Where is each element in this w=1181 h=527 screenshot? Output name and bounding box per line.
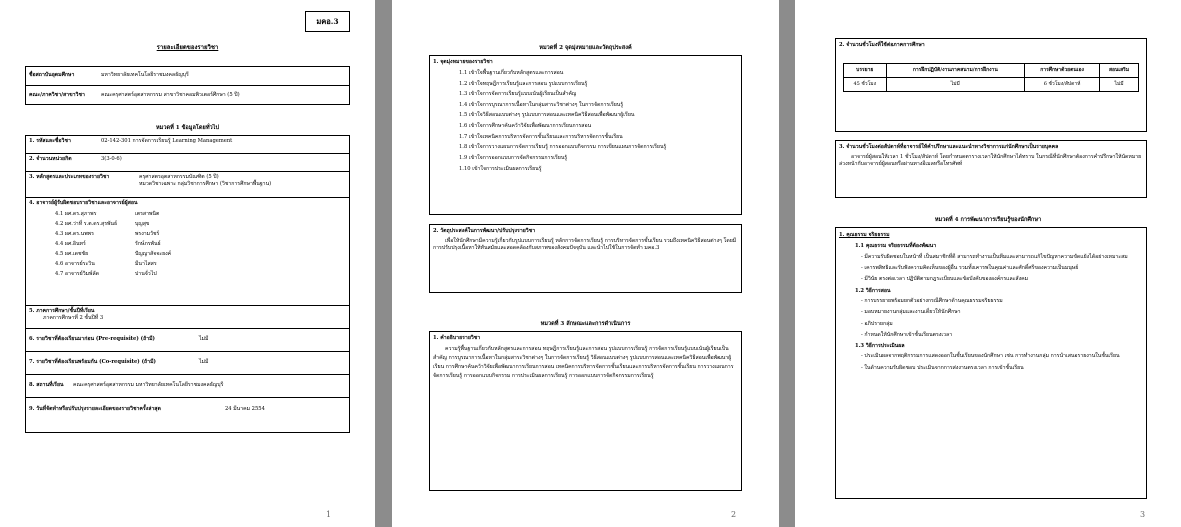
objective-heading: 2. วัตถุประสงค์ในการพัฒนา/ปรับปรุงรายวิชา	[433, 228, 536, 234]
hours-table-value-cell: ไม่มี	[1100, 77, 1139, 91]
instructor-row	[29, 271, 346, 278]
consult-box	[835, 140, 1147, 198]
teaching-item: - การบรรยายพร้อมยกตัวอย่างกรณีศึกษาด้านคุณธรรมจริยธรรม	[861, 297, 1003, 304]
document-page-2	[392, 0, 779, 527]
instructor-row	[29, 221, 346, 228]
instructor-list	[29, 211, 346, 278]
hours-table-header-cell: สอนเสริม	[1100, 64, 1139, 78]
ethics-subheading-2: 1.2 วิธีการสอน	[855, 287, 891, 294]
ethics-item: - มีวินัย ตรงต่อเวลา ปฏิบัติตามกฎระเบียบและข้อบังคับขององค์กรและสังคม	[861, 276, 1028, 283]
instructor-row	[29, 251, 346, 258]
hours-table-value-cell: 6 ชั่วโมง/สัปดาห์	[1025, 77, 1100, 91]
ethics-item: - เคารพสิทธิและรับฟังความคิดเห็นของผู้อื่น รวมทั้งเคารพในคุณค่าและศักดิ์ศรีของความเป็นมนุษย์	[861, 264, 1079, 271]
instructor-surname: ปานจั่วไป	[135, 271, 157, 278]
consult-heading: 3. จำนวนชั่วโมงต่อสัปดาห์ที่อาจารย์ให้คำปรึกษาและแนะนำทางวิชาการแก่นักศึกษาเป็นรายบุคคล	[839, 144, 1059, 150]
instructor-name: 4.2 ผศ.ว่าที่ ร.ต.ดร.สุรพันธ์	[55, 221, 118, 228]
place-label: 8. สถานที่เรียน	[29, 382, 64, 389]
hours-table-header-cell: การศึกษาด้วยตนเอง	[1025, 64, 1100, 78]
instructor-surname: เตรสาพนิต	[135, 211, 160, 218]
hours-table-header-cell: บรรยาย	[844, 64, 887, 78]
instructor-surname: บุญสุข	[135, 221, 150, 228]
evaluation-items	[839, 352, 1143, 372]
hours-table	[843, 63, 1139, 92]
instructor-surname: ปัญญาสัจจะยงค์	[135, 251, 172, 258]
faculty-label: คณะ/ภาควิชา/สาขาวิชา	[29, 91, 85, 98]
document-title: รายละเอียดของรายวิชา	[156, 44, 219, 51]
semester-label: 5. ภาคการศึกษา/ชั้นปีที่เรียน	[29, 308, 95, 314]
teaching-item: - กำหนดให้นักศึกษาเข้าชั้นเรียนตรงเวลา	[861, 331, 953, 338]
page-number-2: 2	[731, 510, 737, 519]
instructor-surname: รักษ์ภรพันธ์	[135, 241, 161, 248]
instructor-name: 4.6 อาจารย์ระวิน	[55, 261, 95, 268]
curriculum-value-line-2: หมวดวิชาเฉพาะ กลุ่มวิชาการศึกษา (วิชาการศึกษาพื้นฐาน)	[139, 181, 272, 188]
section-4-title: หมวดที่ 4 การพัฒนาการเรียนรู้ของนักศึกษา	[934, 217, 1042, 223]
hours-table-header	[844, 64, 1139, 78]
description-text: ความรู้พื้นฐานเกี่ยวกับหลักสูตรและการสอน ทฤษฎีการเรียนรู้และการสอน รูปแบบการเรียนรู้ การจัดการเรียนรู้แบบเน้นผู้เรียนเป็นสำคัญ การบูรณาการเนื้อหาในกลุ่มสาระวิชาต่างๆ ในการจัดการเรียนรู้ วิธีสอนแบบต่างๆ รูปแบบการสอนและเทคนิควิธีสอนเพื่อพัฒนาผู้เรียน การศึกษาค้นคว้าวิจัยเพื่อพัฒนาการเรียนการสอน เทคนิคการบริหารจัดการชั้นเรียนและการบริหารจัดการชั้นเรียน การวางแผนการจัดการเรียนรู้ การออกแบบกิจกรรม การประเมินผลการเรียนรู้ การออกแบบการจัดกิจกรรมการเรียนรู้	[433, 346, 734, 379]
aims-heading: 1. จุดมุ่งหมายของรายวิชา	[433, 59, 493, 65]
instructor-name: 4.5 ผศ.เดชชัย	[55, 251, 89, 258]
aim-item: 1.3 เข้าใจการจัดการเรียนรู้แบบเน้นผู้เรียนเป็นสำคัญ	[459, 91, 577, 98]
document-page-3	[795, 0, 1181, 527]
aim-item: 1.1 เข้าใจพื้นฐานเกี่ยวกับหลักสูตรและการสอน	[459, 70, 564, 77]
section-3-title: หมวดที่ 3 ลักษณะและการดำเนินการ	[540, 321, 631, 327]
aim-item: 1.2 เข้าใจทฤษฎีการเรียนรู้และการสอน รูปแบบการเรียนรู้	[459, 80, 588, 87]
institution-value: มหาวิทยาลัยเทคโนโลยีราชมงคลธัญบุรี	[101, 72, 189, 79]
date-value: 24 มีนาคม 2554	[225, 406, 265, 413]
prereq-value: ไม่มี	[199, 336, 209, 343]
aim-item: 1.8 เข้าใจการวางแผนการจัดการเรียนรู้ การออกแบบกิจกรรม การเขียนแผนการจัดการเรียนรู้	[459, 144, 667, 151]
institution-box	[25, 66, 350, 105]
credits-label: 2. จำนวนหน่วยกิต	[29, 156, 72, 162]
instructor-surname: มีนาไสสร	[135, 261, 157, 268]
hours-table-header-cell: การฝึกปฏิบัติ/งานภาคสนาม/การฝึกงาน	[886, 64, 1025, 78]
course-code-value: 02-142-301 การจัดการเรียนรู้ Learning Management	[101, 138, 233, 144]
instructor-row	[29, 241, 346, 248]
instructor-row	[29, 261, 346, 268]
aims-box	[429, 55, 742, 215]
place-value: คณะครุศาสตร์อุตสาหกรรม มหาวิทยาลัยเทคโนโลยีราชมงคลธัญบุรี	[73, 382, 224, 389]
prereq-label: 6. รายวิชาที่ต้องเรียนมาก่อน (Pre-requisite) (ถ้ามี)	[29, 336, 156, 343]
aim-item: 1.6 เข้าใจการศึกษาค้นคว้าวิจัยเพื่อพัฒนาการเรียนการสอน	[459, 123, 592, 130]
page-number-3: 3	[1140, 510, 1146, 519]
instructor-row	[29, 231, 346, 238]
ethics-heading: 1. คุณธรรม จริยธรรม	[839, 232, 890, 238]
hours-box	[835, 38, 1147, 132]
teaching-item: - มอบหมายงานกลุ่มและงานเดี่ยวให้นักศึกษา	[861, 309, 961, 316]
evaluation-item: - ในด้านความรับผิดชอบ ประเมินจากการส่งงานตรงเวลา การเข้าชั้นเรียน	[861, 364, 1024, 371]
ethics-subheading-1: 1.1 คุณธรรม จริยธรรมที่ต้องพัฒนา	[855, 243, 937, 250]
aim-item: 1.9 เข้าใจการออกแบบการจัดกิจกรรมการเรียนรู้	[459, 154, 568, 161]
hours-heading: 2. จำนวนชั่วโมงที่ใช้ต่อภาคการศึกษา	[839, 42, 925, 48]
date-label: 9. วันที่จัดทำหรือปรับปรุงรายละเอียดของรายวิชาครั้งล่าสุด	[29, 406, 161, 413]
hours-table-value-cell: ไม่มี	[886, 77, 1025, 91]
instructor-surname: พรงามวัชร์	[135, 231, 160, 238]
instructor-name: 4.7 อาจารย์วิมพ์ลัด	[55, 271, 100, 278]
instructor-name: 4.1 ผศ.ดร.สุภาพร	[55, 211, 97, 218]
instructor-row	[29, 211, 346, 218]
page-number-1: 1	[326, 510, 332, 519]
document-page-1	[0, 0, 375, 527]
consult-text: อาจารย์ผู้สอนให้เวลา 1 ชั่วโมง/สัปดาห์ โดยกำหนดตารางเวลาให้นักศึกษาได้ทราบ ในกรณีที่นักศึกษาต้องการคำปรึกษาให้นัดหมายล่วงหน้ากับอาจารย์ผู้สอนหรือผ่านทางอีเมลหรือโทรศัพท์	[839, 154, 1142, 168]
section-1-title: หมวดที่ 1 ข้อมูลโดยทั่วไป	[155, 125, 220, 131]
aim-item: 1.7 เข้าใจเทคนิคการบริหารจัดการชั้นเรียนและการบริหารจัดการชั้นเรียน	[459, 133, 623, 140]
aim-item: 1.4 เข้าใจการบูรณาการเนื้อหาในกลุ่มสาระวิชาต่างๆ ในการจัดการเรียนรู้	[459, 101, 624, 108]
curriculum-label: 3. หลักสูตรและประเภทของรายวิชา	[29, 174, 110, 180]
hours-table-value-cell: 45 ชั่วโมง	[844, 77, 887, 91]
semester-value: ภาคการศึกษาที่ 2 ชั้นปีที่ 3	[43, 315, 104, 322]
evaluation-item: - ประเมินผลจากพฤติกรรมการแสดงออกในชั้นเรียนของนักศึกษา เช่น การทำงานกลุ่ม การนำเสนอรายงานในชั้นเรียน	[861, 353, 1120, 360]
ethics-items	[839, 253, 1143, 284]
ethics-item: - มีความรับผิดชอบในหน้าที่ เป็นสมาชิกที่ดี สามารถทำงานเป็นทีมและสามารถแก้ไขปัญหาความขัดแย้งได้อย่างเหมาะสม	[861, 253, 1128, 260]
credits-value: 3(3-0-6)	[101, 156, 122, 162]
description-box	[429, 331, 742, 491]
instructor-name: 4.3 ผศ.ดร.นพพร	[55, 231, 94, 238]
curriculum-value	[139, 174, 346, 188]
section-2-title: หมวดที่ 2 จุดมุ่งหมายและวัตถุประสงค์	[539, 45, 632, 51]
description-heading: 1. คำอธิบายรายวิชา	[433, 335, 481, 341]
institution-label: ชื่อสถาบันอุดมศึกษา	[29, 72, 75, 79]
form-badge: มคอ.3	[305, 11, 350, 32]
coreq-value: ไม่มี	[199, 359, 209, 366]
ethics-subheading-3: 1.3 วิธีการประเมินผล	[855, 343, 905, 350]
instructors-label: 4. อาจารย์ผู้รับผิดชอบรายวิชาและอาจารย์ผู้สอน	[29, 200, 138, 206]
aim-item: 1.10 เข้าใจการประเมินผลการเรียนรู้	[459, 165, 542, 172]
objective-box	[429, 224, 742, 293]
curriculum-value-line-1: ครุศาสตรอุตสาหกรรมบัณฑิต (5 ปี)	[139, 174, 219, 180]
objective-text: เพื่อให้นักศึกษามีความรู้เกี่ยวกับรูปแบบการเรียนรู้ หลักการจัดการเรียนรู้ การบริหารจัดการชั้นเรียน รวมถึงเทคนิควิธีสอนต่างๆ โดยมีการปรับปรุงเนื้อหาให้ทันสมัยและสอดคล้องกับสภาพของสังคมปัจจุบัน และนำไปใช้ในการจัดทำ มคอ.3	[433, 238, 737, 252]
hours-table-values	[844, 77, 1139, 91]
teaching-item: - อภิปรายกลุ่ม	[861, 320, 893, 327]
general-info-box	[25, 135, 350, 433]
faculty-value: คณะครุศาสตร์อุตสาหกรรม สาขาวิชาคอมพิวเตอร์ศึกษา (5 ปี)	[101, 91, 240, 98]
aim-item: 1.5 เข้าใจวิธีสอนแบบต่างๆ รูปแบบการสอนและเทคนิควิธีสอนเพื่อพัฒนาผู้เรียน	[459, 112, 635, 119]
coreq-label: 7. รายวิชาที่ต้องเรียนพร้อมกัน (Co-requisite) (ถ้ามี)	[29, 359, 156, 366]
instructor-name: 4.4 ผศ.อินทร์	[55, 241, 86, 248]
teaching-items	[839, 297, 1143, 339]
ethics-box	[835, 227, 1147, 499]
course-code-label: 1. รหัสและชื่อวิชา	[29, 138, 71, 144]
aims-list	[433, 70, 738, 173]
